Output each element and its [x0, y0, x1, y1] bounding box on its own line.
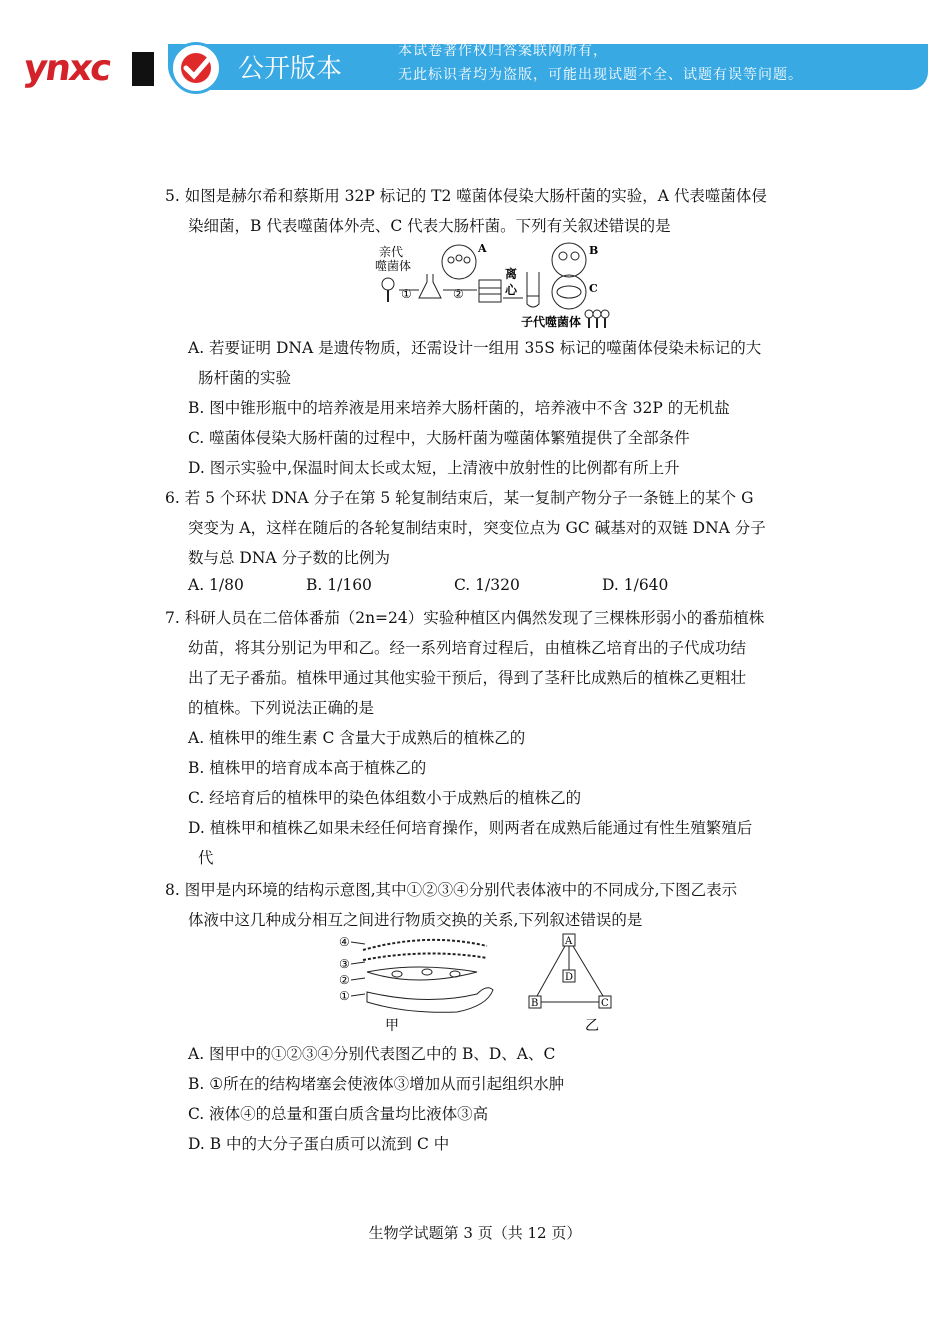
- box-d-label: D: [565, 972, 574, 983]
- q8-figures: [337, 932, 647, 1032]
- caption-yi: 乙: [585, 1018, 599, 1032]
- label-b: B: [589, 244, 599, 257]
- ecoli-circle: [552, 275, 586, 309]
- verified-check-icon: [170, 42, 222, 94]
- parent-label-1: 亲代: [379, 245, 404, 259]
- q6-stem-3: 数与总 DNA 分子数的比例为: [188, 549, 391, 567]
- q8-stem-2: 体液中这几种成分相互之间进行物质交换的关系,下列叙述错误的是: [188, 911, 643, 929]
- q5-option-c: C. 噬菌体侵染大肠杆菌的过程中，大肠杆菌为噬菌体繁殖提供了全部条件: [188, 429, 690, 447]
- banner-line-1: 本试卷著作权归答案联网所有，: [398, 43, 608, 59]
- offspring-label: 子代噬菌体: [521, 315, 582, 329]
- q5-phage-figure: [373, 242, 623, 330]
- box-a-label: A: [565, 936, 573, 947]
- q7-option-c: C. 经培育后的植株甲的染色体组数小于成熟后的植株乙的: [188, 789, 582, 807]
- label-3: ③: [339, 957, 350, 971]
- caption-jia: 甲: [385, 1018, 399, 1032]
- tissue-diagram-jia: [339, 935, 493, 1032]
- q6-option-d: D. 1/640: [602, 576, 669, 594]
- box-c-label: C: [601, 998, 609, 1009]
- parent-label-2: 噬菌体: [375, 259, 412, 273]
- q8-option-a: A. 图甲中的①②③④分别代表图乙中的 B、D、A、C: [188, 1045, 556, 1063]
- q7-stem-2: 幼苗，将其分别记为甲和乙。经一系列培育过程后，由植株乙培育出的子代成功结: [188, 639, 747, 657]
- test-tube-icon: [527, 272, 539, 307]
- q7-option-a: A. 植株甲的维生素 C 含量大于成熟后的植株乙的: [188, 729, 526, 747]
- label-a: A: [478, 242, 487, 255]
- label-1: ①: [339, 989, 350, 1003]
- q5-stem-1: 5. 如图是赫尔希和蔡斯用 32P 标记的 T2 噬菌体侵染大肠杆菌的实验，A 代表噬菌体侵: [165, 187, 767, 205]
- banner-title: 公开版本: [238, 54, 343, 84]
- box-b-label: B: [531, 998, 539, 1009]
- flask-icon: [419, 274, 441, 298]
- phage-shell-circle: [552, 243, 586, 277]
- q7-option-d-2: 代: [198, 849, 214, 867]
- centrifuge-2: 心: [505, 283, 518, 297]
- ynxc-logo: ynxc: [21, 48, 113, 89]
- header: [0, 0, 950, 100]
- q7-option-d-1: D. 植株甲和植株乙如果未经任何培育操作，则两者在成熟后能通过有性生殖繁殖后: [188, 819, 753, 837]
- q8-option-d: D. B 中的大分子蛋白质可以流到 C 中: [188, 1135, 450, 1153]
- q8-option-b: B. ①所在的结构堵塞会使液体③增加从而引起组织水肿: [188, 1075, 565, 1093]
- q8-option-c: C. 液体④的总量和蛋白质含量均比液体③高: [188, 1105, 489, 1123]
- step-2: ②: [453, 287, 464, 301]
- label-c: C: [589, 282, 598, 295]
- infection-circle: [442, 245, 476, 279]
- q6-option-a: A. 1/80: [188, 576, 244, 594]
- q6-stem-1: 6. 若 5 个环状 DNA 分子在第 5 轮复制结束后，某一复制产物分子一条链上的某个 G: [165, 489, 754, 507]
- phage-icon: [382, 278, 394, 302]
- offspring-phage-icons: [585, 310, 609, 328]
- q6-option-b: B. 1/160: [306, 576, 372, 594]
- q7-stem-3: 出了无子番茄。植株甲通过其他实验干预后，得到了茎秆比成熟后的植株乙更粗壮: [188, 669, 747, 687]
- banner-line-2: 无此标识者均为盗版，可能出现试题不全、试题有误等问题。: [398, 67, 803, 83]
- q8-stem-1: 8. 图甲是内环境的结构示意图,其中①②③④分别代表体液中的不同成分,下图乙表示: [165, 881, 738, 899]
- q6-option-c: C. 1/320: [454, 576, 520, 594]
- q7-option-b: B. 植株甲的培育成本高于植株乙的: [188, 759, 427, 777]
- logo-bar: [132, 52, 154, 86]
- q5-option-b: B. 图中锥形瓶中的培养液是用来培养大肠杆菌的，培养液中不含 32P 的无机盐: [188, 399, 730, 417]
- label-4: ④: [339, 935, 350, 949]
- page-footer: 生物学试题第 3 页（共 12 页）: [368, 1224, 582, 1242]
- centrifuge-1: 离: [505, 267, 518, 281]
- q5-option-a-2: 肠杆菌的实验: [198, 369, 292, 387]
- q5-stem-2: 染细菌，B 代表噬菌体外壳、C 代表大肠杆菌。下列有关叙述错误的是: [188, 217, 671, 235]
- step-1: ①: [401, 287, 412, 301]
- label-2: ②: [339, 973, 350, 987]
- beaker-icon: [479, 280, 501, 302]
- exchange-diagram-yi: [529, 934, 611, 1032]
- q5-option-d: D. 图示实验中,保温时间太长或太短，上清液中放射性的比例都有所上升: [188, 459, 680, 477]
- q5-option-a-1: A. 若要证明 DNA 是遗传物质，还需设计一组用 35S 标记的噬菌体侵染未标记的大: [188, 339, 762, 357]
- q7-stem-4: 的植株。下列说法正确的是: [188, 699, 375, 717]
- q6-stem-2: 突变为 A，这样在随后的各轮复制结束时，突变位点为 GC 碱基对的双链 DNA 分子: [188, 519, 766, 537]
- q7-stem-1: 7. 科研人员在二倍体番茄（2n=24）实验种植区内偶然发现了三棵株形弱小的番茄植株: [165, 609, 765, 627]
